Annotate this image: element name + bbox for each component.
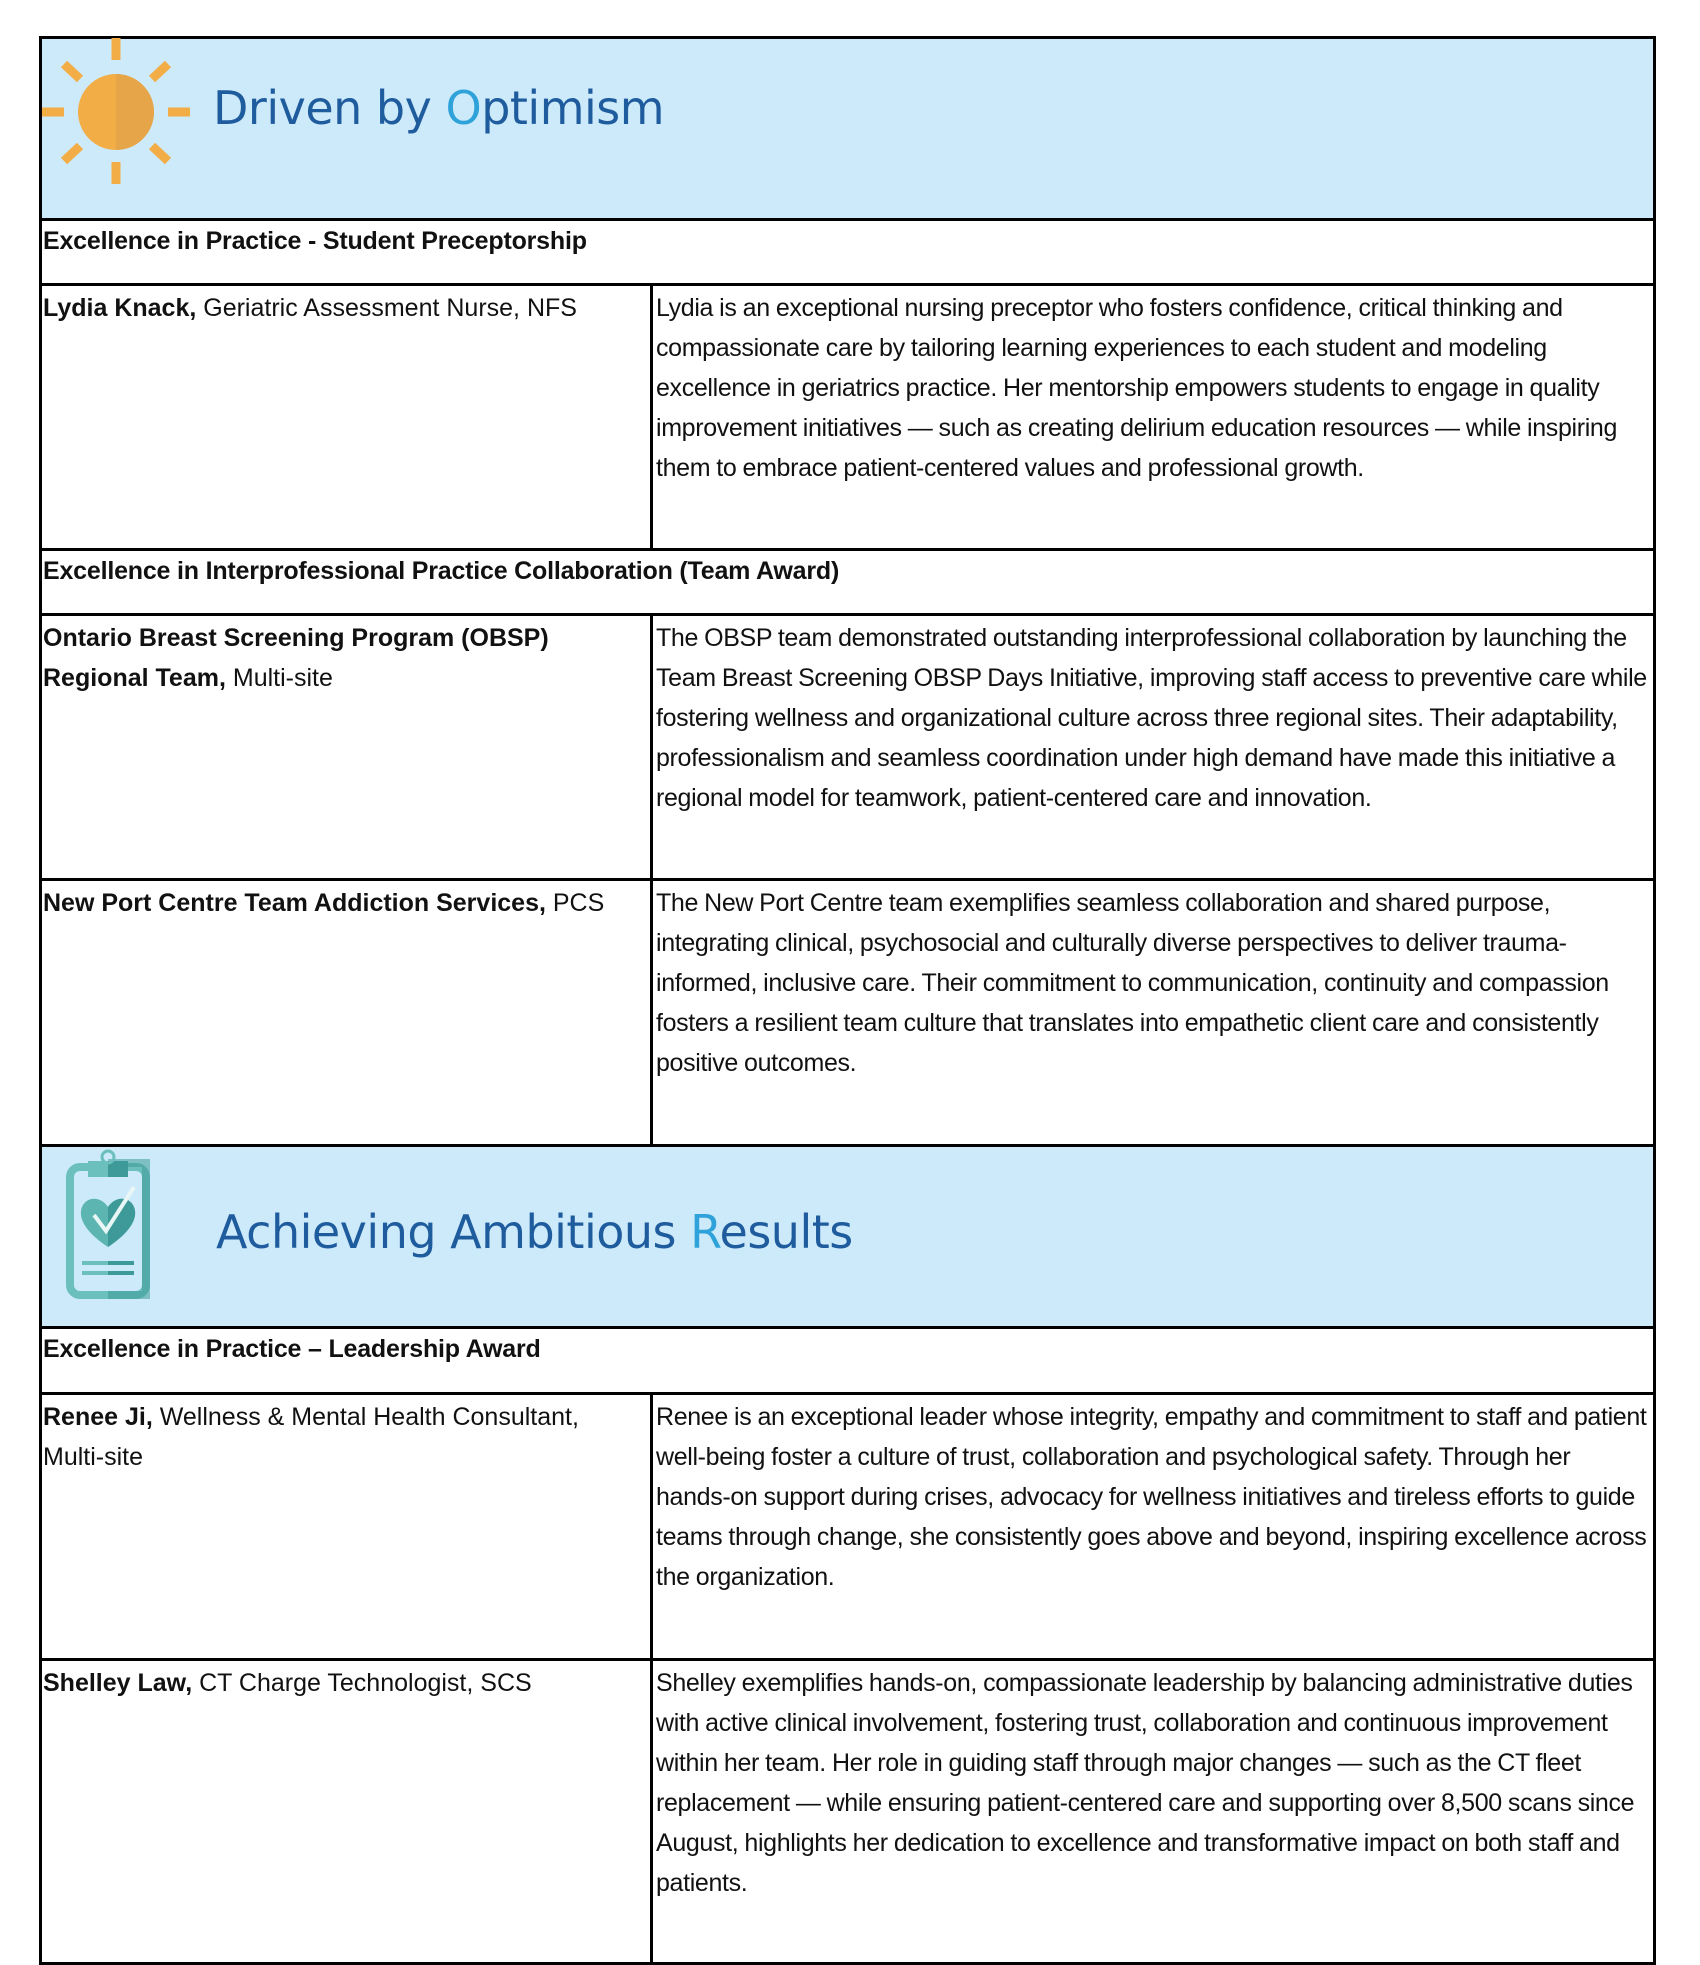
title-text: ptimism [481,81,665,135]
category-row [42,1329,1653,1395]
nominee-name: Renee Ji, [43,1403,153,1431]
nominee-role: Wellness & Mental Health Consultant, Multi-site [43,1403,579,1471]
citation-cell: The OBSP team demonstrated outstanding interprofessional collaboration by launching the Team Breast Screening OBSP Days Initiative, improving staff access to preventive care while fostering wellness and organizational culture across three regional sites. Their adaptability, professionalism and seamless coordination under high demand have made this initiative a regional model for teamwork, patient-centered care and innovation. [656,624,1647,812]
nominee-cell [42,616,653,878]
nominee-name: Lydia Knack, [43,294,197,322]
citation-cell: Lydia is an exceptional nursing preceptor who fosters confidence, critical thinking and compassionate care by tailoring learning experiences to each student and modeling excellence in geriatrics practice. Her mentorship empowers students to engage in quality improvement initiatives — such as creating delirium education resources — while inspiring them to embrace patient-centered values and professional growth. [656,294,1618,482]
category-row [42,551,1653,616]
section-title [216,1205,853,1259]
table-row [42,881,1653,1147]
citation-cell: Renee is an exceptional leader whose integrity, empathy and commitment to staff and patient well-being foster a culture of trust, collaboration and psychological safety. Through her hands-on support during crises, advocacy for wellness initiatives and tireless efforts to guide teams through change, she consistently goes above and beyond, inspiring excellence across the organization. [656,1403,1647,1591]
title-accent-letter: R [690,1205,720,1259]
nominee-name: Ontario Breast Screening Program (OBSP) Regional Team, [43,624,549,692]
table-row [42,616,1653,881]
nominee-role: Multi-site [225,664,333,692]
title-text: esults [719,1205,853,1259]
category-label: Excellence in Interprofessional Practice Collaboration (Team Award) [43,557,840,585]
category-label: Excellence in Practice - Student Preceptorship [43,227,587,255]
nominee-name: Shelley Law, [43,1669,193,1697]
title-accent-letter: O [445,81,482,135]
section-banner-optimism [42,39,1653,221]
title-text: Driven by [213,81,446,135]
nominee-cell [42,1395,653,1658]
nominee-cell [42,881,653,1144]
table-row [42,1661,1653,1962]
table-row [42,1395,1653,1661]
nominee-role: PCS [545,889,605,917]
citation-cell: The New Port Centre team exemplifies seamless collaboration and shared purpose, integrating clinical, psychosocial and culturally diverse perspectives to deliver trauma-informed, inclusive care. Their commitment to communication, continuity and compassion fosters a resilient team culture that translates into empathetic client care and consistently positive outcomes. [656,889,1609,1077]
sun-icon [42,36,192,186]
awards-table [39,36,1656,1965]
table-row [42,286,1653,551]
nominee-role: Geriatric Assessment Nurse, NFS [196,294,577,322]
section-title [213,81,664,135]
citation-cell: Shelley exemplifies hands-on, compassionate leadership by balancing administrative duties with active clinical involvement, fostering trust, collaboration and continuous improvement within her team. Her role in guiding staff through major changes — such as the CT fleet replacement — while ensuring patient-centered care and supporting over 8,500 scans since August, highlights her dedication to excellence and transformative impact on both staff and patients. [656,1669,1635,1897]
category-label: Excellence in Practice – Leadership Award [43,1335,541,1363]
title-text: Achieving Ambitious [216,1205,691,1259]
nominee-role: CT Charge Technologist, SCS [192,1669,532,1697]
clipboard-heart-check-icon [64,1149,154,1299]
section-banner-results [42,1147,1653,1329]
nominee-cell [42,286,653,548]
nominee-name: New Port Centre Team Addiction Services, [43,889,546,917]
category-row [42,221,1653,286]
nominee-cell [42,1661,653,1962]
